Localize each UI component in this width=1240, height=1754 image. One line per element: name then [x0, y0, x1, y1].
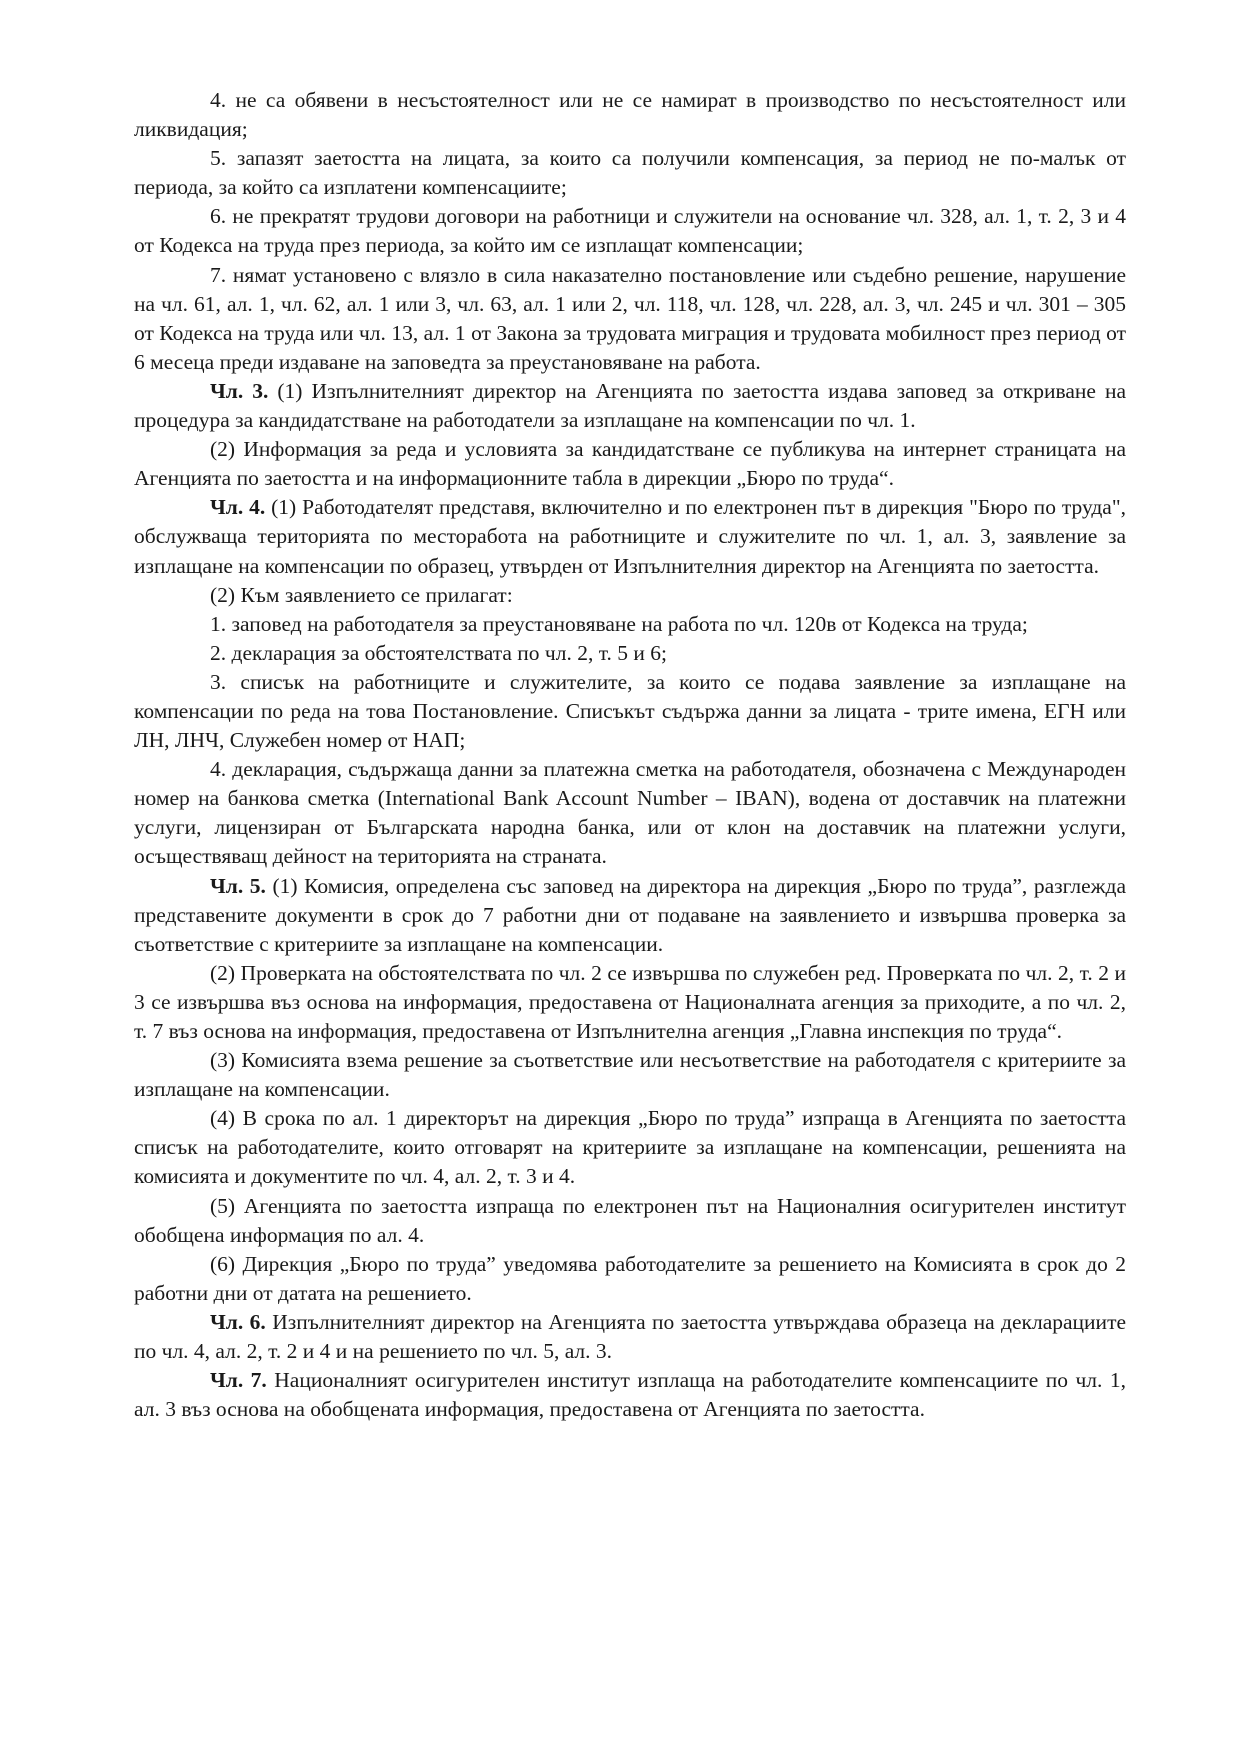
paragraph-text: 1. заповед на работодателя за преустановяване на работа по чл. 120в от Кодекса на труда; [210, 611, 1028, 636]
article-heading: Чл. 7. [210, 1368, 267, 1393]
paragraph-text: (4) В срока по ал. 1 директорът на дирекция „Бюро по труда” изпраща в Агенцията по заетостта списък на работодателите, които отговарят на критериите за изплащане на компенсации, решенията на комисията и документите по чл. 4, ал. 2, т. 3 и 4. [134, 1106, 1126, 1189]
paragraph-text: Изпълнителният директор на Агенцията по заетостта утвърждава образеца на декларациите по чл. 4, ал. 2, т. 2 и 4 и на решението по чл. 5, ал. 3. [134, 1309, 1127, 1364]
paragraph-text: 3. списък на работниците и служителите, за които се подава заявление за изплащане на компенсации по реда на това Постановление. Списъкът съдържа данни за лицата - трите имена, ЕГН или ЛН, ЛНЧ, Служебен номер от НАП; [134, 669, 1126, 753]
article-4-item-4 [134, 755, 1126, 871]
article-5-para-2 [134, 959, 1126, 1046]
article-heading: Чл. 3. [210, 378, 269, 403]
paragraph-text: (2) Към заявлението се прилагат: [210, 582, 513, 607]
article-5 [134, 872, 1126, 959]
paragraph-text: 2. декларация за обстоятелствата по чл. 2, т. 5 и 6; [210, 640, 667, 665]
article-4-para-2 [134, 581, 1126, 610]
article-5-para-6 [134, 1250, 1126, 1308]
paragraph-item-6 [134, 202, 1126, 260]
article-5-para-4 [134, 1104, 1126, 1191]
paragraph-text: (5) Агенцията по заетостта изпраща по електронен път на Националния осигурителен институт обобщена информация по ал. 4. [134, 1193, 1126, 1247]
article-6 [134, 1308, 1126, 1366]
article-3-para-2 [134, 435, 1126, 493]
article-heading: Чл. 6. [210, 1309, 266, 1334]
paragraph-text: (1) Комисия, определена със заповед на директора на дирекция „Бюро по труда”, разглежда представените документи в срок до 7 работни дни от подаване на заявлението и извършва проверка за съответствие с критериите за изплащане на компенсации. [134, 873, 1126, 956]
paragraph-text: Националният осигурителен институт изплаща на работодателите компенсациите по чл. 1, ал. 3 въз основа на обобщената информация, предоставена от Агенцията по заетостта. [134, 1368, 1126, 1422]
article-heading: Чл. 5. [210, 873, 266, 898]
paragraph-text: (2) Проверката на обстоятелствата по чл. 2 се извършва по служебен ред. Проверката по чл. 2, т. 2 и 3 се извършва въз основа на информация, предоставена от Националната агенция за приходите, а по чл. 2, т. 7 въз основа на информация, предоставена от Изпълнителна агенция „Главна инспекция по труда“. [134, 960, 1126, 1043]
article-7 [134, 1366, 1126, 1424]
paragraph-item-4 [134, 86, 1126, 144]
paragraph-text: (1) Изпълнителният директор на Агенцията по заетостта издава заповед за откриване на процедура за кандидатстване на работодатели за изплащане на компенсации по чл. 1. [134, 378, 1127, 433]
article-3 [134, 377, 1126, 435]
paragraph-text: (3) Комисията взема решение за съответствие или несъответствие на работодателя с критериите за изплащане на компенсации. [134, 1048, 1126, 1102]
article-5-para-5 [134, 1192, 1126, 1250]
paragraph-text: 7. нямат установено с влязло в сила наказателно постановление или съдебно решение, нарушение на чл. 61, ал. 1, чл. 62, ал. 1 или 3, чл. 63, ал. 1 или 2, чл. 118, чл. 128, чл. 228, ал. 3, чл. 245 и чл. 301 – 305 от Кодекса на труда или чл. 13, ал. 1 от Закона за трудовата миграция и трудовата мобилност през период от 6 месеца преди издаване на заповедта за преустановяване на работа. [134, 262, 1126, 374]
paragraph-text: 6. не прекратят трудови договори на работници и служители на основание чл. 328, ал. 1, т. 2, 3 и 4 от Кодекса на труда през периода, за който им се изплащат компенсации; [134, 204, 1126, 258]
paragraph-text: (2) Информация за реда и условията за кандидатстване се публикува на интернет страницата на Агенцията по заетостта и на информационните табла в дирекции „Бюро по труда“. [134, 437, 1126, 491]
paragraph-text: 5. запазят заетостта на лицата, за които са получили компенсация, за период не по-малък от периода, за който са изплатени компенсациите; [134, 146, 1126, 200]
article-4-item-2 [134, 639, 1126, 668]
article-5-para-3 [134, 1046, 1126, 1104]
paragraph-item-5 [134, 144, 1126, 202]
paragraph-text: 4. декларация, съдържаща данни за платежна сметка на работодателя, обозначена с Международен номер на банкова сметка (International Bank Account Number – IBAN), водена от доставчик на платежни услуги, лицензиран от Българската народна банка, или от клон на доставчик на платежни услуги, осъществяващ дейност на територията на страната. [134, 757, 1126, 869]
paragraph-text: 4. не са обявени в несъстоятелност или не се намират в производство по несъстоятелност или ликвидация; [134, 88, 1126, 142]
paragraph-item-7 [134, 261, 1126, 377]
paragraph-text: (6) Дирекция „Бюро по труда” уведомява работодателите за решението на Комисията в срок до 2 работни дни от датата на решението. [134, 1251, 1126, 1305]
article-heading: Чл. 4. [210, 495, 266, 520]
article-4-item-1 [134, 610, 1126, 639]
article-4 [134, 493, 1126, 580]
paragraph-text: (1) Работодателят представя, включително и по електронен път в дирекция "Бюро по труда", обслужваща територията по месторабота на работниците и служителите по чл. 1, ал. 3, заявление за изплащане на компенсации по образец, утвърден от Изпълнителния директор на Агенцията по заетостта. [134, 495, 1126, 578]
document-body [134, 86, 1126, 1424]
article-4-item-3 [134, 668, 1126, 755]
